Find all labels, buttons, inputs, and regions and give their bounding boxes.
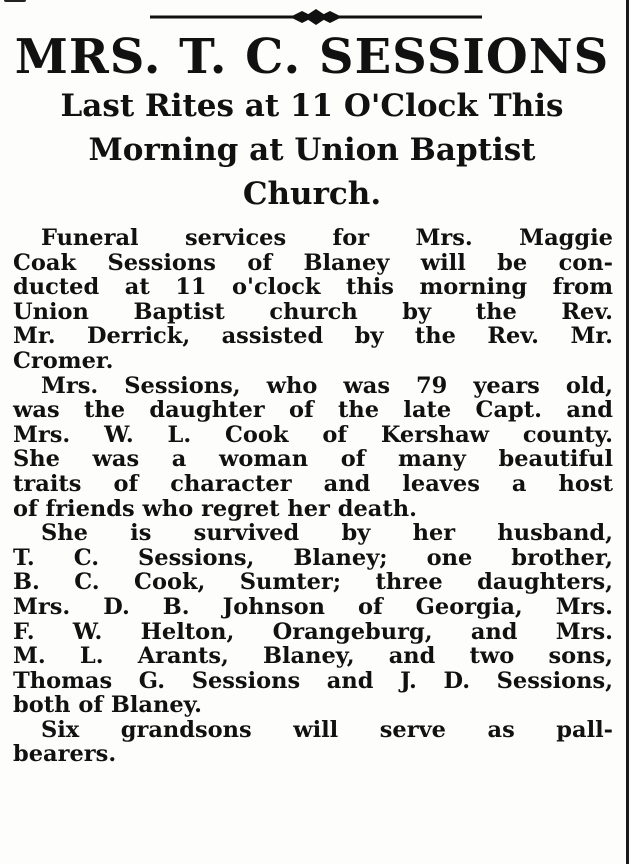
body-line: bearers.: [13, 741, 117, 768]
body-line: Mrs. Sessions, who was 79 years old,: [41, 372, 613, 399]
headline: MRS. T. C. SESSIONS: [14, 29, 610, 85]
column-rule: [626, 0, 629, 864]
body-line: both of Blaney.: [13, 692, 202, 719]
body-line: was the daughter of the late Capt. and: [13, 397, 613, 424]
paragraph-survivors: [13, 521, 613, 718]
body-line: Union Baptist church by the Rev.: [13, 298, 613, 325]
paragraph-biography: [13, 374, 613, 522]
body-line: Thomas G. Sessions and J. D. Sessions,: [13, 667, 613, 694]
body-line: She is survived by her husband,: [41, 520, 613, 547]
paragraph-funeral-services: [13, 226, 613, 374]
headline-ornament-rule: [150, 8, 482, 26]
subheadline-line: Church.: [242, 176, 382, 212]
body-line: Funeral services for Mrs. Maggie: [41, 225, 613, 251]
body-line: M. L. Arants, Blaney, and two sons,: [13, 643, 613, 670]
body-line: ducted at 11 o'clock this morning from: [13, 274, 613, 301]
body-line: B. C. Cook, Sumter; three daughters,: [13, 569, 613, 596]
body-line: Mrs. W. L. Cook of Kershaw county.: [13, 421, 613, 448]
body-line: Cromer.: [13, 347, 114, 374]
article-body: [13, 226, 613, 767]
subheadline: [0, 84, 624, 216]
subheadline-line: Morning at Union Baptist: [88, 132, 536, 168]
cropped-text-fragment: [4, 0, 26, 2]
body-line: traits of character and leaves a host: [13, 470, 613, 497]
body-line: T. C. Sessions, Blaney; one brother,: [13, 544, 613, 571]
body-line: She was a woman of many beautiful: [13, 446, 613, 473]
body-line: Mrs. D. B. Johnson of Georgia, Mrs.: [13, 593, 613, 620]
body-line: Coak Sessions of Blaney will be con-: [13, 249, 613, 276]
subheadline-line: Last Rites at 11 O'Clock This: [60, 88, 564, 124]
body-line: F. W. Helton, Orangeburg, and Mrs.: [13, 618, 613, 645]
body-line: Mr. Derrick, assisted by the Rev. Mr.: [13, 323, 613, 350]
body-line: Six grandsons will serve as pall-: [41, 716, 613, 743]
paragraph-pallbearers: [13, 718, 613, 767]
body-line: of friends who regret her death.: [13, 495, 417, 522]
